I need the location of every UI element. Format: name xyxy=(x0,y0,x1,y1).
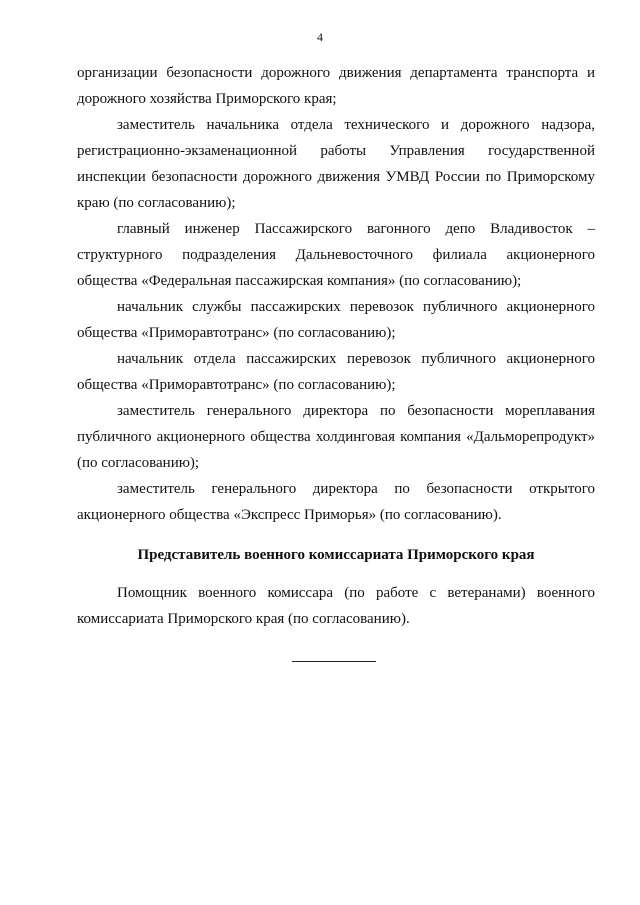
document-body xyxy=(77,60,595,632)
paragraph-road-safety-organization: организации безопасности дорожного движения департамента транспорта и дорожного хозяйства Приморского края; xyxy=(77,65,595,107)
paragraph-deputy-director-express-primorye: заместитель генерального директора по безопасности открытого акционерного общества «Экспресс Приморья» (по согласованию). xyxy=(77,481,595,523)
paragraph-military-commissar-assistant: Помощник военного комиссара (по работе с ветеранами) военного комиссариата Приморского края (по согласованию). xyxy=(77,585,595,627)
paragraph-deputy-director-dalmoreproduct: заместитель генерального директора по безопасности мореплавания публичного акционерного общества холдинговая компания «Дальморепродукт» (по согласованию); xyxy=(77,403,595,471)
paragraph-head-passenger-service: начальник службы пассажирских перевозок публичного акционерного общества «Приморавтотранс» (по согласованию); xyxy=(77,299,595,341)
paragraph-head-passenger-department: начальник отдела пассажирских перевозок публичного акционерного общества «Приморавтотранс» (по согласованию); xyxy=(77,351,595,393)
section-heading: Представитель военного комиссариата Приморского края xyxy=(137,547,535,563)
end-divider xyxy=(292,661,376,662)
page-number: 4 xyxy=(317,30,323,44)
paragraph-deputy-head-technical-supervision: заместитель начальника отдела технического и дорожного надзора, регистрационно-экзаменационной работы Управления государственной инспекции безопасности дорожного движения УМВД России по Приморскому краю (по согласованию); xyxy=(77,117,595,211)
paragraph-chief-engineer-depot: главный инженер Пассажирского вагонного депо Владивосток – структурного подразделения Дальневосточного филиала акционерного общества «Федеральная пассажирская компания» (по согласованию); xyxy=(77,221,595,289)
